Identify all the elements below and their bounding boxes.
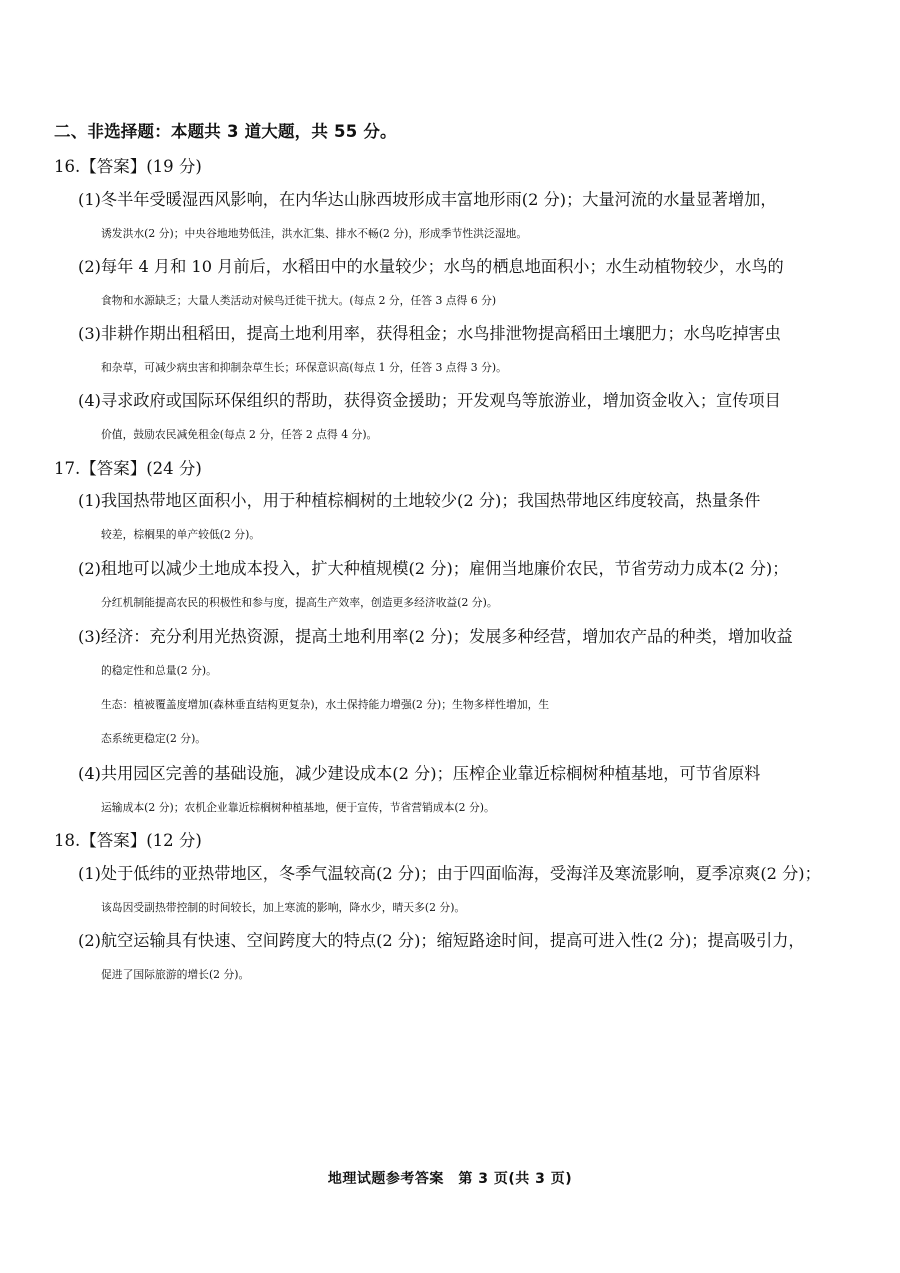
text-line: (1)处于低纬的亚热带地区，冬季气温较高(2 分)；由于四面临海，受海洋及寒流影响，夏季凉爽(2 分)； — [78, 864, 821, 883]
q16-part-2 — [78, 250, 848, 318]
text-line: (4)寻求政府或国际环保组织的帮助，获得资金援助；开发观鸟等旅游业，增加资金收入；宣传项目 — [78, 391, 781, 410]
text-line: 分红机制能提高农民的积极性和参与度，提高生产效率，创造更多经济收益(2 分)。 — [101, 596, 498, 609]
text-line: 的稳定性和总量(2 分)。 — [101, 664, 217, 677]
page-footer: 地理试题参考答案 第 3 页(共 3 页) — [327, 1171, 573, 1187]
question-16-head: 16.【答案】(19 分) — [54, 157, 202, 176]
text-line: 运输成本(2 分)；农机企业靠近棕榈树种植基地，便于宣传，节省营销成本(2 分)。 — [101, 801, 495, 814]
text-line: 诱发洪水(2 分)；中央谷地地势低洼，洪水汇集、排水不畅(2 分)，形成季节性洪泛湿地。 — [101, 227, 528, 240]
text-line: (3)经济：充分利用光热资源，提高土地利用率(2 分)；发展多种经营，增加农产品的种类，增加收益 — [78, 627, 793, 646]
text-line: (2)租地可以减少土地成本投入，扩大种植规模(2 分)；雇佣当地廉价农民，节省劳动力成本(2 分)； — [78, 559, 789, 578]
text-line: 价值，鼓励农民减免租金(每点 2 分，任答 2 点得 4 分)。 — [101, 428, 378, 441]
question-18-head: 18.【答案】(12 分) — [54, 831, 202, 850]
q17-part-1 — [78, 484, 848, 552]
q18-part-1 — [78, 857, 848, 925]
q16-part-3 — [78, 317, 848, 385]
section-title: 二、非选择题：本题共 3 道大题，共 55 分。 — [54, 122, 397, 141]
text-line: (1)我国热带地区面积小，用于种植棕榈树的土地较少(2 分)；我国热带地区纬度较高，热量条件 — [78, 491, 761, 510]
text-line: (3)非耕作期出租稻田，提高土地利用率，获得租金；水鸟排泄物提高稻田土壤肥力；水鸟吃掉害虫 — [78, 324, 781, 343]
text-line: 该岛因受副热带控制的时间较长，加上寒流的影响，降水少，晴天多(2 分)。 — [101, 901, 466, 914]
text-line: 生态：植被覆盖度增加(森林垂直结构更复杂)，水土保持能力增强(2 分)；生物多样性增加，生 — [101, 698, 550, 711]
question-17-head: 17.【答案】(24 分) — [54, 459, 202, 478]
text-line: 较差，棕榈果的单产较低(2 分)。 — [101, 528, 261, 541]
text-line: (4)共用园区完善的基础设施，减少建设成本(2 分)；压榨企业靠近棕榈树种植基地，可节省原料 — [78, 764, 761, 783]
text-line: 食物和水源缺乏；大量人类活动对候鸟迁徙干扰大。(每点 2 分，任答 3 点得 6 分) — [101, 294, 497, 307]
text-line: (2)每年 4 月和 10 月前后，水稻田中的水量较少；水鸟的栖息地面积小；水生动植物较少，水鸟的 — [78, 257, 784, 276]
q18-part-2 — [78, 924, 848, 992]
text-line: 促进了国际旅游的增长(2 分)。 — [101, 968, 250, 981]
q17-part-2 — [78, 552, 848, 620]
text-line: 和杂草，可减少病虫害和抑制杂草生长；环保意识高(每点 1 分，任答 3 点得 3 分)。 — [101, 361, 507, 374]
text-line: (1)冬半年受暖湿西风影响，在内华达山脉西坡形成丰富地形雨(2 分)；大量河流的水量显著增加， — [78, 190, 777, 209]
q16-part-1 — [78, 183, 848, 251]
q17-part-4 — [78, 757, 848, 825]
text-line: (2)航空运输具有快速、空间跨度大的特点(2 分)；缩短路途时间，提高可进入性(2 分)；提高吸引力， — [78, 931, 805, 950]
q16-part-4 — [78, 384, 848, 452]
text-line: 态系统更稳定(2 分)。 — [101, 732, 207, 745]
q17-part-3 — [78, 620, 848, 756]
